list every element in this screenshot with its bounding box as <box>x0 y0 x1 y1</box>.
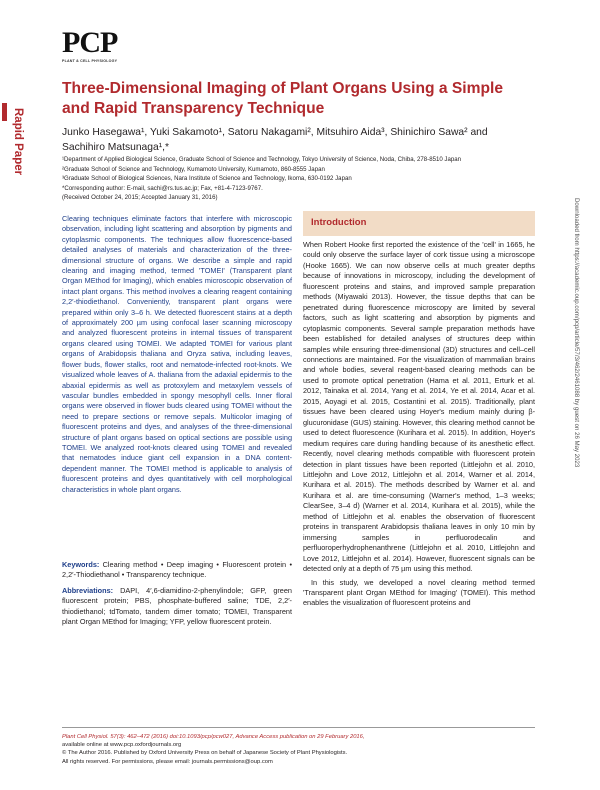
download-note: Downloaded from https://academic.oup.com/pcp/article/57/3/462/2461088 by guest on 26 May 2023 <box>573 198 580 468</box>
introduction-body <box>303 240 535 609</box>
abbreviations-text: DAPI, 4′,6-diamidino-2-phenylindole; GFP, green fluorescent protein; PBS, phosphate-buffered saline; TDE, 2,2′-thiodiethanol; tdTomato, tandem dimer tomato; TOMEI, Transparent plant Organ MEthod for Imaging; YFP, yellow fluorescent protein. <box>62 586 292 627</box>
journal-logo-text: PCP <box>62 26 118 59</box>
keywords-text: Clearing method • Deep imaging • Fluorescent protein • 2,2′-Thiodiethanol • Transparency technique. <box>62 560 292 580</box>
section-tag-bar <box>2 103 7 121</box>
author-list: Junko Hasegawa¹, Yuki Sakamoto¹, Satoru Nakagami², Mitsuhiro Aida³, Shinichiro Sawa² and Sachihiro Matsunaga¹,* <box>62 127 488 153</box>
introduction-heading-box <box>303 211 535 236</box>
section-tag: Rapid Paper <box>12 108 24 176</box>
abbreviations <box>62 586 292 628</box>
introduction-paragraph: In this study, we developed a novel clearing method termed 'Transparent plant Organ MEthod for Imaging' (TOMEI). This method enables the visualization of fluorescent proteins and <box>303 577 535 608</box>
availability-line: available online at www.pcp.oxfordjournals.org <box>62 742 182 749</box>
journal-logo-subtitle: PLANT & CELL PHYSIOLOGY <box>62 59 118 63</box>
affiliation-line: ²Graduate School of Science and Technology, Kumamoto University, Kumamoto, 860-8555 Japan <box>62 165 325 173</box>
footer-divider <box>62 727 535 728</box>
abbreviations-label: Abbreviations: <box>62 586 114 595</box>
footer <box>62 733 542 766</box>
abstract: Clearing techniques eliminate factors that interfere with microscopic observation, including light scattering and absorption by pigments and cytoplasmic components. The techniques allow fluorescence-based detailed analyses of materials and characterization of the three-dimensional structure of organs. We describe a simple and rapid clearing and imaging method, termed 'TOMEI' (Transparent plant Organ MEthod for Imaging), which enables microscopic observation of intact plant organs. This method involves a clearing reagent containing 2,2′-thiodiethanol. Conveniently, transparent plant organs were prepared within only 3–6 h. We detected fluorescent stains at a depth of approximately 200 µm using confocal laser scanning microscopy and analyzed fluorescent proteins in internal tissues of transparent organs cleared using TOMEI. We adapted TOMEI for various plant organs of Arabidopsis thaliana and Oryza sativa, including leaves, flower buds, flower stalks, root and nematode-infected root-knots. We visualized whole leaves of A. thaliana from the adaxial epidermis to the abaxial epidermis as well as protoxylem and metaxylem vessels of vascular bundles embedded in spongy mesophyll cells. Inner floral organs were observed in flower buds cleared using TOMEI without the need to prepare sections or remove sepals. Multicolor imaging of fluorescent proteins and dyes, and analyses of the three-dimensional structure of plant organs based on optical sections are possible using TOMEI. We analyzed root-knots cleared using TOMEI and revealed that nematodes induce giant cell expansion in a DNA content-dependent manner. The TOMEI method is applicable to analysis of fluorescent proteins and dyes quantitatively with cell morphological characteristics in whole plant organs. <box>62 214 292 494</box>
citation-line: Plant Cell Physiol. 57(3): 462–472 (2016) doi:10.1093/pcp/pcw027, Advance Access publication on 29 February 2016, <box>62 734 365 740</box>
affiliation-line: ¹Department of Applied Biological Science, Graduate School of Science and Technology, Tokyo University of Science, Noda, Chiba, 278-8510 Japan <box>62 156 462 163</box>
introduction-paragraph: When Robert Hooke first reported the existence of the 'cell' in 1665, he could only observe the surface layer of cork tissue using a microscope (Hooke 1665). We can now observe cells at much greater depths because of innovations in microscopy, including the development of fluorescent proteins and stains, and improved sample preparation methods (Miyawaki 2013). However, the tissue depths that can be penetrated during fluorescence microscopy are limited by several factors, such as light scattering and absorption by pigments and cytoplasmic components. Several sample preparation methods have been established for detailed analyses of structures deep within samples while ensuring three-dimensional (3D) structures and cell–cell connections are maintained. For the visualization of mammalian brains and whole bodies, several reagent-based clearing methods can be used to promote optical penetration (Hama et al. 2011, Erturk et al. 2012, Tainaka et al. 2014, Yang et al. 2014, Ye et al. 2014, Acar et al. 2015, Aoyagi et al. 2015, Costantini et al. 2015). Traditionally, plant tissues have been cleared using Hoyer's medium mainly during β-glucuronidase (GUS) staining. However, this clearing method cannot be used to detect fluorescence (Kurihara et al. 2015). In addition, Hoyer's medium requires care during handling because of its anesthetic effect. Recently, novel clearing methods compatible with fluorescent protein detection in plant tissues have been reported (Littlejohn et al. 2010, Littlejohn and Love 2012, Littlejohn et al. 2014, Warner et al. 2014, Kurihara et al. 2015). The methods described by Warner et al. and Kurihara et al. are time-consuming (Warner's method, 1–3 weeks; ClearSee, 3–4 d) (Warner et al. 2014, Kurihara et al. 2015), while the method of Littlejohn et al. enables the observation of fluorescent proteins in transparent Arabidopsis thaliana leaves in only 10 min by immersing samples in perfluorodecalin and perfluoroperhydrophenanthrene (Littlejohn et al. 2010, Littlejohn and Love 2012, Littlejohn et al. 2014). However, fluorescent signals can be detected only at a depth of 75 µm using this method. <box>303 240 535 574</box>
journal-logo <box>62 28 117 63</box>
affiliations <box>62 155 542 203</box>
keywords <box>62 560 292 581</box>
copyright-line: © The Author 2016. Published by Oxford University Press on behalf of Japanese Society of Plant Physiologists. <box>62 750 348 757</box>
corresponding-author: *Corresponding author: E-mail, sachi@rs.tus.ac.jp; Fax, +81-4-7123-9767. <box>62 184 263 192</box>
affiliation-line: ³Graduate School of Biological Sciences, Nara Institute of Science and Technology, Ikoma, 630-0192 Japan <box>62 175 352 183</box>
article-title: Three-Dimensional Imaging of Plant Organs Using a Simple and Rapid Transparency Technique <box>62 80 504 117</box>
keywords-label: Keywords: <box>62 560 100 569</box>
rights-line: All rights reserved. For permissions, please email: journals.permissions@oup.com <box>62 758 273 765</box>
introduction-heading: Introduction <box>311 217 367 228</box>
received-dates: (Received October 24, 2015; Accepted January 31, 2016) <box>62 194 218 202</box>
